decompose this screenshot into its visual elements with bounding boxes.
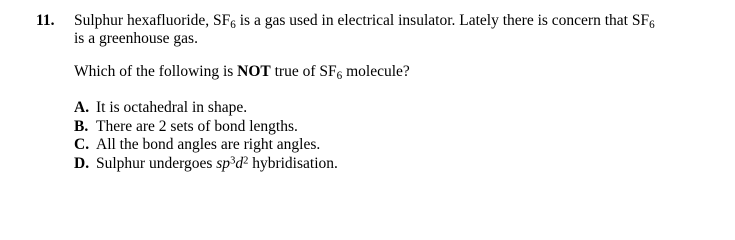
- superscript: 3: [230, 154, 236, 166]
- superscript: 2: [243, 154, 249, 166]
- option-letter: D.: [74, 154, 90, 172]
- answer-options: [74, 99, 338, 173]
- option-text: It is octahedral in shape.: [96, 99, 248, 116]
- prompt-text: molecule?: [342, 63, 410, 80]
- prompt-text: Which of the following is: [74, 63, 238, 80]
- prompt-emphasis: NOT: [237, 63, 271, 80]
- option-letter: A.: [74, 99, 90, 116]
- stem-line-2: is a greenhouse gas.: [74, 30, 198, 47]
- stem-text: Sulphur hexafluoride, SF: [74, 12, 231, 29]
- stem-text: is a gas used in electrical insulator. Lately there is concern that SF: [235, 12, 650, 29]
- question-number: 11.: [36, 12, 55, 29]
- option-text-part: hybridisation.: [248, 154, 338, 172]
- hybridisation-d: d: [235, 154, 244, 172]
- hybridisation-sp: sp: [216, 154, 231, 172]
- option-d[interactable]: [74, 155, 338, 174]
- option-b[interactable]: [74, 118, 338, 137]
- option-a[interactable]: [74, 99, 338, 118]
- option-c[interactable]: [74, 136, 338, 155]
- subscript: 6: [649, 18, 655, 31]
- subscript: 6: [336, 69, 343, 82]
- question-stem: [74, 12, 724, 48]
- stem-line-1: [74, 12, 724, 30]
- prompt-text: true of SF: [270, 63, 337, 80]
- option-text-part: Sulphur undergoes: [96, 154, 217, 172]
- question-prompt: [74, 63, 410, 81]
- option-text: There are 2 sets of bond lengths.: [96, 117, 298, 135]
- option-letter: C.: [74, 136, 90, 153]
- option-text: All the bond angles are right angles.: [96, 136, 321, 153]
- option-letter: B.: [74, 117, 89, 135]
- subscript: 6: [230, 18, 236, 31]
- option-text: [96, 155, 338, 174]
